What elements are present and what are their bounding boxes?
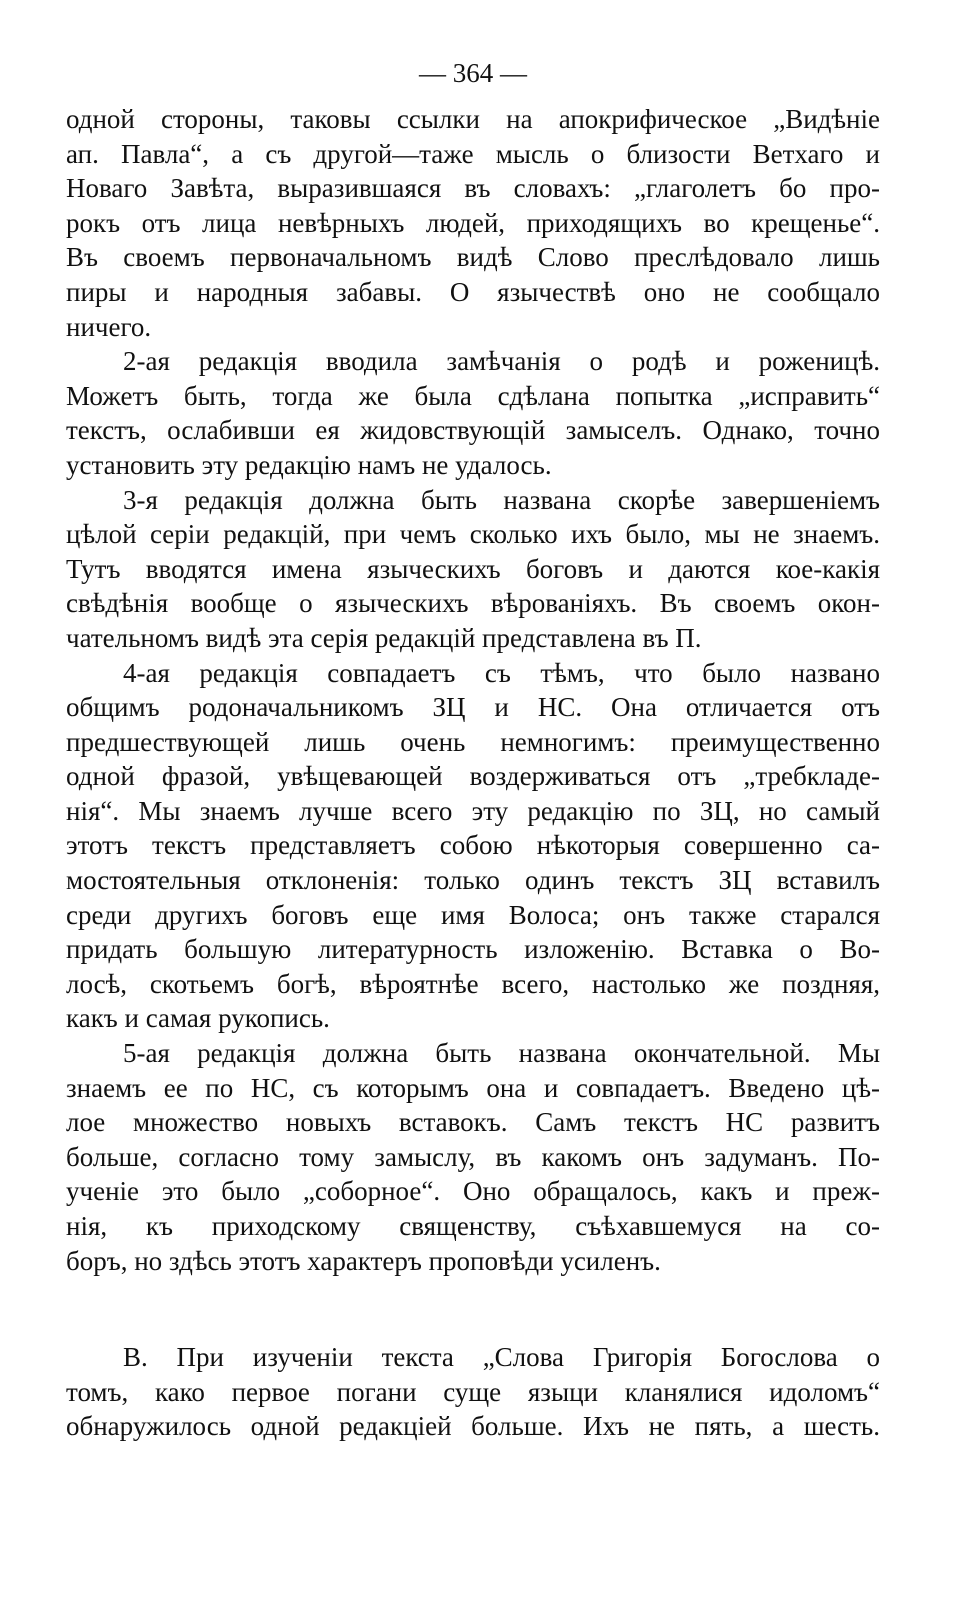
text-line: одной фразой, увѣщевающей воздерживаться отъ „требкладе- (66, 761, 880, 792)
text-line: ап. Павла“, а съ другой—таже мысль о близости Ветхаго и (66, 138, 880, 169)
text-line: какъ и самая рукопись. (66, 1003, 330, 1034)
text-line: В. При изученіи текста „Слова Григорія Богослова о (123, 1342, 880, 1373)
text-line: нія, къ приходскому священству, съѣхавшемуся на со- (66, 1211, 880, 1241)
text-line: 2-ая редакція вводила замѣчанія о родѣ и роженицѣ. (123, 346, 880, 377)
paragraph-6 (66, 1340, 880, 1444)
text-line: обнаружилось одной редакціей больше. Ихъ не пять, а шесть. (66, 1411, 880, 1442)
text-line: Новаго Завѣта, выразившаяся въ словахъ: „глаголетъ бо про- (66, 173, 880, 204)
section-gap (66, 1278, 880, 1340)
text-line: боръ, но здѣсь этотъ характеръ проповѣди усиленъ. (66, 1245, 661, 1276)
text-line: нія“. Мы знаемъ лучше всего эту редакцію по ЗЦ, но самый (66, 795, 880, 826)
text-line: Можетъ быть, тогда же была сдѣлана попытка „исправить“ (66, 380, 880, 411)
text-line: 4-ая редакція совпадаетъ съ тѣмъ, что было названо (123, 657, 880, 688)
paragraph-5 (66, 1036, 880, 1278)
text-line: этотъ текстъ представляетъ собою нѣкоторыя совершенно са- (66, 830, 880, 861)
text-line: предшествующей лишь очень немногимъ: преимущественно (66, 726, 880, 757)
paragraph-4 (66, 656, 880, 1037)
text-line: лое множество новыхъ вставокъ. Самъ текстъ НС развитъ (66, 1107, 880, 1138)
paragraph-3 (66, 483, 880, 656)
text-line: ученіе это было „соборное“. Оно обращалось, какъ и преж- (66, 1176, 880, 1207)
text-line: среди другихъ боговъ еще имя Волоса; онъ также старался (66, 899, 880, 930)
text-line: текстъ, ослабивши ея жидовствующій замыселъ. Однако, точно (66, 415, 880, 446)
text-line: общимъ родоначальникомъ ЗЦ и НС. Она отличается отъ (66, 692, 880, 723)
text-line: знаемъ ее по НС, съ которымъ она и совпадаетъ. Введено цѣ- (66, 1072, 880, 1103)
text-line: одной стороны, таковы ссылки на апокрифическое „Видѣніе (66, 104, 880, 134)
paragraph-1 (66, 102, 880, 344)
text-line: томъ, како первое погани суще языци кланялися идоломъ“ (66, 1376, 880, 1407)
text-line: мостоятельныя отклоненія: только одинъ текстъ ЗЦ вставилъ (66, 865, 880, 896)
text-line: рокъ отъ лица невѣрныхъ людей, приходящихъ во крещенье“. (66, 207, 880, 238)
text-line: чательномъ видѣ эта серія редакцій представлена въ П. (66, 622, 702, 653)
text-line: свѣдѣнія вообще о языческихъ вѣрованіяхъ. Въ своемъ окон- (66, 588, 880, 619)
text-line: лосѣ, скотьемъ богѣ, вѣроятнѣе всего, настолько же поздняя, (66, 968, 880, 999)
text-line: 3-я редакція должна быть названа скорѣе завершеніемъ (123, 484, 880, 515)
text-line: Тутъ вводятся имена языческихъ боговъ и даются кое-какія (66, 553, 880, 584)
text-line: установить эту редакцію намъ не удалось. (66, 449, 552, 480)
text-line: пиры и народныя забавы. О язычествѣ оно не сообщало (66, 276, 880, 307)
text-line: 5-ая редакція должна быть названа окончательной. Мы (123, 1038, 880, 1069)
text-line: цѣлой серіи редакцій, при чемъ сколько ихъ было, мы не знаемъ. (66, 519, 880, 550)
paragraph-2 (66, 344, 880, 482)
text-line: придать большую литературность изложенію. Вставка о Во- (66, 934, 880, 965)
text-line: Въ своемъ первоначальномъ видѣ Слово преслѣдовало лишь (66, 242, 880, 273)
text-line: больше, согласно тому замыслу, въ какомъ онъ задуманъ. По- (66, 1141, 880, 1172)
page-number: — 364 — (419, 58, 527, 88)
text-line: ничего. (66, 311, 152, 342)
